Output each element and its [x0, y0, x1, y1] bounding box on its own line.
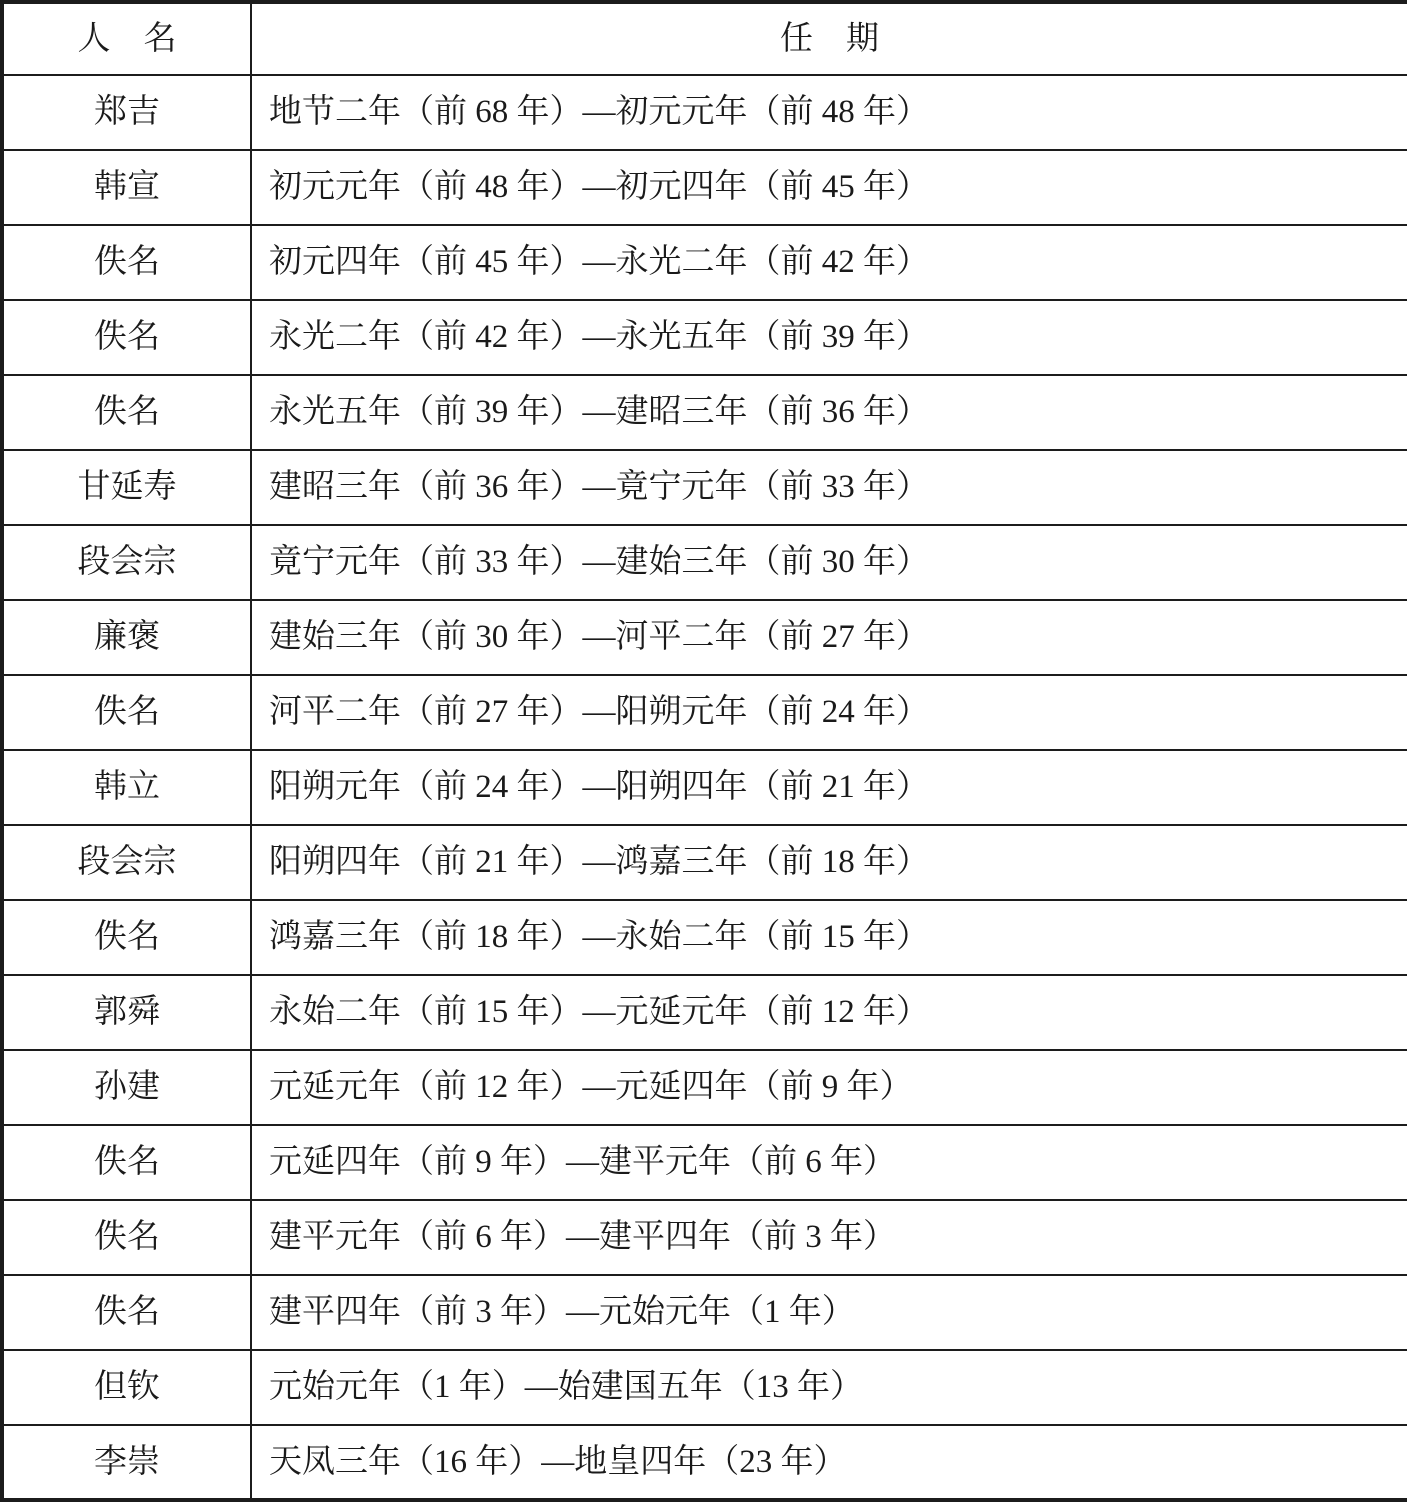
- term-range: 建昭三年（前 36 年）—竟宁元年（前 33 年）: [251, 450, 1407, 525]
- official-name: 李崇: [2, 1425, 251, 1500]
- table-row: [2, 750, 1407, 825]
- column-header-term: 任 期: [251, 2, 1407, 75]
- table-row: [2, 1425, 1407, 1500]
- official-name: 佚名: [2, 1200, 251, 1275]
- official-name: 郑吉: [2, 75, 251, 150]
- term-range: 鸿嘉三年（前 18 年）—永始二年（前 15 年）: [251, 900, 1407, 975]
- official-name: 佚名: [2, 1275, 251, 1350]
- official-name: 佚名: [2, 300, 251, 375]
- official-name: 佚名: [2, 375, 251, 450]
- official-name: 韩立: [2, 750, 251, 825]
- table-row: [2, 600, 1407, 675]
- table-row: [2, 825, 1407, 900]
- official-name: 段会宗: [2, 525, 251, 600]
- table-row: [2, 1275, 1407, 1350]
- table-row: [2, 450, 1407, 525]
- term-range: 河平二年（前 27 年）—阳朔元年（前 24 年）: [251, 675, 1407, 750]
- table-row: [2, 525, 1407, 600]
- table-row: [2, 675, 1407, 750]
- official-name: 佚名: [2, 900, 251, 975]
- table-row: [2, 975, 1407, 1050]
- term-range: 永始二年（前 15 年）—元延元年（前 12 年）: [251, 975, 1407, 1050]
- term-range: 阳朔元年（前 24 年）—阳朔四年（前 21 年）: [251, 750, 1407, 825]
- table-row: [2, 1050, 1407, 1125]
- table-row: [2, 900, 1407, 975]
- term-range: 初元元年（前 48 年）—初元四年（前 45 年）: [251, 150, 1407, 225]
- term-range: 建始三年（前 30 年）—河平二年（前 27 年）: [251, 600, 1407, 675]
- table-row: [2, 375, 1407, 450]
- official-name: 佚名: [2, 1125, 251, 1200]
- header-row: [2, 2, 1407, 75]
- table-row: [2, 225, 1407, 300]
- official-name: 孙建: [2, 1050, 251, 1125]
- term-range: 竟宁元年（前 33 年）—建始三年（前 30 年）: [251, 525, 1407, 600]
- official-name: 佚名: [2, 225, 251, 300]
- term-range: 元始元年（1 年）—始建国五年（13 年）: [251, 1350, 1407, 1425]
- term-range: 天凤三年（16 年）—地皇四年（23 年）: [251, 1425, 1407, 1500]
- term-range: 建平元年（前 6 年）—建平四年（前 3 年）: [251, 1200, 1407, 1275]
- official-name: 佚名: [2, 675, 251, 750]
- term-range: 永光二年（前 42 年）—永光五年（前 39 年）: [251, 300, 1407, 375]
- official-name: 甘延寿: [2, 450, 251, 525]
- table-row: [2, 1125, 1407, 1200]
- term-range: 永光五年（前 39 年）—建昭三年（前 36 年）: [251, 375, 1407, 450]
- term-range: 元延四年（前 9 年）—建平元年（前 6 年）: [251, 1125, 1407, 1200]
- term-range: 元延元年（前 12 年）—元延四年（前 9 年）: [251, 1050, 1407, 1125]
- term-range: 初元四年（前 45 年）—永光二年（前 42 年）: [251, 225, 1407, 300]
- official-name: 廉褒: [2, 600, 251, 675]
- table-row: [2, 300, 1407, 375]
- official-name: 郭舜: [2, 975, 251, 1050]
- official-name: 但钦: [2, 1350, 251, 1425]
- table-header: [2, 2, 1407, 75]
- official-name: 韩宣: [2, 150, 251, 225]
- term-range: 建平四年（前 3 年）—元始元年（1 年）: [251, 1275, 1407, 1350]
- term-range: 地节二年（前 68 年）—初元元年（前 48 年）: [251, 75, 1407, 150]
- table-row: [2, 150, 1407, 225]
- table-row: [2, 1350, 1407, 1425]
- table-row: [2, 1200, 1407, 1275]
- table-row: [2, 75, 1407, 150]
- column-header-name: 人 名: [2, 2, 251, 75]
- table-body: [2, 75, 1407, 1500]
- official-name: 段会宗: [2, 825, 251, 900]
- term-range: 阳朔四年（前 21 年）—鸿嘉三年（前 18 年）: [251, 825, 1407, 900]
